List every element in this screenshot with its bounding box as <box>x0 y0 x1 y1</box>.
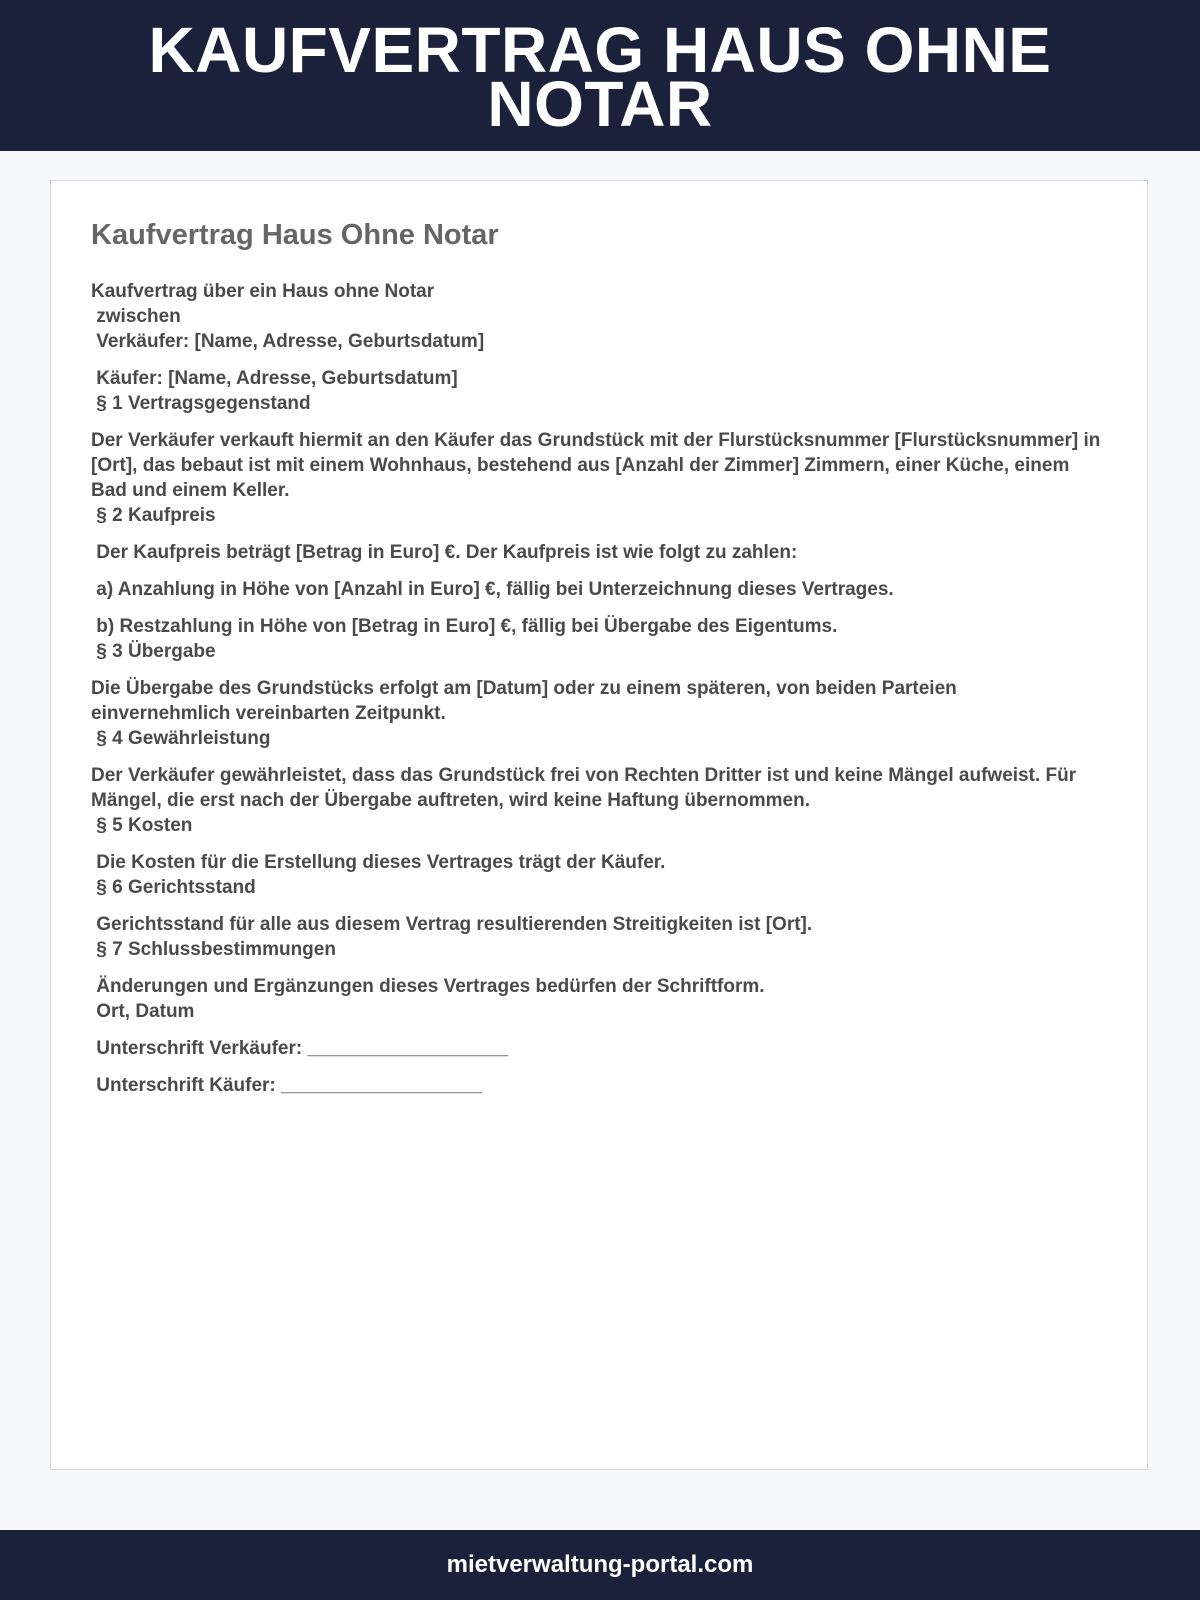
document-paragraph: a) Anzahlung in Höhe von [Anzahl in Euro] €, fällig bei Unterzeichnung dieses Vertrages. <box>91 579 894 600</box>
document-paragraph: Ort, Datum <box>91 1001 195 1022</box>
document-paragraph: § 1 Vertragsgegenstand <box>91 393 311 414</box>
document-paragraph: Der Kaufpreis beträgt [Betrag in Euro] €. Der Kaufpreis ist wie folgt zu zahlen: <box>91 542 798 563</box>
document-paragraph: § 5 Kosten <box>91 815 193 836</box>
document-paragraph: Die Kosten für die Erstellung dieses Vertrages trägt der Käufer. <box>91 852 666 873</box>
document-paragraph: Kaufvertrag über ein Haus ohne Notar <box>91 281 435 302</box>
document-paragraph: Die Übergabe des Grundstücks erfolgt am [Datum] oder zu einem späteren, von beiden Parteien einvernehmlich vereinbarten Zeitpunkt. <box>91 678 963 724</box>
document-paragraph: Verkäufer: [Name, Adresse, Geburtsdatum] <box>91 331 485 352</box>
footer-site-link[interactable]: mietverwaltung-portal.com <box>446 1551 754 1578</box>
document-paragraph: b) Restzahlung in Höhe von [Betrag in Euro] €, fällig bei Übergabe des Eigentums. <box>91 616 838 637</box>
document-body <box>91 279 1106 1098</box>
document-card <box>50 180 1148 1470</box>
document-paragraph: § 7 Schlussbestimmungen <box>91 939 336 960</box>
document-paragraph: § 6 Gerichtsstand <box>91 877 256 898</box>
document-heading: Kaufvertrag Haus Ohne Notar <box>91 219 499 251</box>
document-paragraph: Der Verkäufer verkauft hiermit an den Käufer das Grundstück mit der Flurstücksnummer [Flurstücksnummer] in [Ort], das bebaut ist mit einem Wohnhaus, bestehend aus [Anzahl der Zimmer] Zimmern, einer Küche, einem Bad und einem Keller. <box>91 430 1106 501</box>
document-paragraph: § 4 Gewährleistung <box>91 728 271 749</box>
document-paragraph: Unterschrift Verkäufer: ___________________ <box>91 1038 509 1059</box>
document-paragraph: § 2 Kaufpreis <box>91 505 216 526</box>
document-paragraph: Änderungen und Ergänzungen dieses Vertrages bedürfen der Schriftform. <box>91 976 765 997</box>
document-paragraph: zwischen <box>91 306 181 327</box>
page-footer <box>0 1530 1200 1600</box>
document-paragraph: Der Verkäufer gewährleistet, dass das Grundstück frei von Rechten Dritter ist und keine Mängel aufweist. Für Mängel, die erst nach der Übergabe auftreten, wird keine Haftung übernommen. <box>91 765 1082 811</box>
document-paragraph: § 3 Übergabe <box>91 641 216 662</box>
page-banner <box>0 0 1200 151</box>
banner-title: KAUFVERTRAG HAUS OHNE NOTAR <box>148 13 1052 140</box>
document-paragraph: Unterschrift Käufer: ___________________ <box>91 1075 482 1096</box>
document-paragraph: Käufer: [Name, Adresse, Geburtsdatum] <box>91 368 458 389</box>
document-paragraph: Gerichtsstand für alle aus diesem Vertrag resultierenden Streitigkeiten ist [Ort]. <box>91 914 813 935</box>
